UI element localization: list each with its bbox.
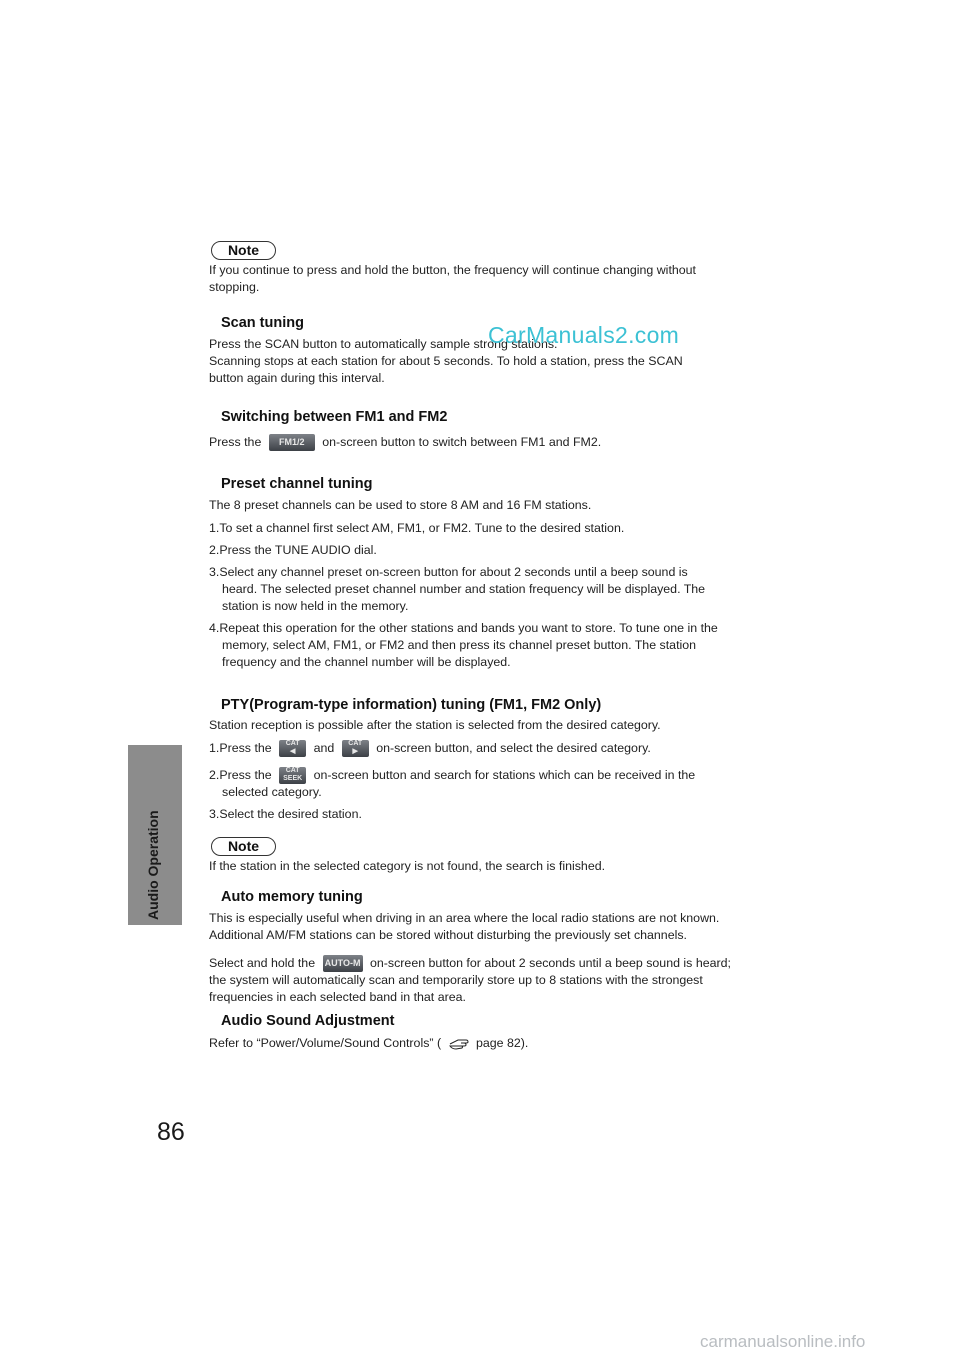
note-badge: Note (211, 837, 276, 856)
cat-right-button-icon: CAT ▶ (342, 740, 369, 757)
page-number: 86 (157, 1118, 185, 1146)
fm-switch-button-icon: FM1/2 (269, 434, 315, 451)
preset-intro: The 8 preset channels can be used to store 8 AM and 16 FM stations. (209, 498, 592, 512)
sound-text: Refer to “Power/Volume/Sound Controls” ( page 82). (209, 1036, 529, 1050)
pty-step-2: 2.Press the CAT SEEK on-screen button and search for stations which can be received in the selected category. (209, 767, 696, 800)
switch-text: Press the FM1/2 on-screen button to switch between FM1 and FM2. (209, 434, 601, 451)
note-text: If you continue to press and hold the button, the frequency will continue changing without stopping. (209, 263, 696, 294)
heading-sound-adjustment: Audio Sound Adjustment (221, 1013, 395, 1029)
heading-switch-fm: Switching between FM1 and FM2 (221, 409, 448, 425)
auto-memory-button-icon: AUTO-M (323, 955, 363, 972)
preset-step-4: 4.Repeat this operation for the other stations and bands you want to store. To tune one in the memory, select AM, FM1, or FM2 and then press its channel preset button. The station frequency and the channel number will be displayed. (209, 621, 718, 669)
heading-pty-tuning: PTY(Program-type information) tuning (FM1, FM2 Only) (221, 697, 602, 713)
watermark: CarManuals2.com (488, 322, 680, 348)
footer-watermark: carmanualsonline.info (700, 1332, 866, 1351)
section-label: Audio Operation (145, 810, 161, 920)
hand-pointer-icon (449, 1037, 469, 1050)
preset-step-2: 2.Press the TUNE AUDIO dial. (209, 543, 377, 557)
pty-step-3: 3.Select the desired station. (209, 807, 362, 821)
heading-scan-tuning: Scan tuning (221, 315, 304, 331)
note-badge: Note (211, 241, 276, 260)
scan-text: Press the SCAN button to automatically sample strong stations. Scanning stops at each station for about 5 seconds. To hold a station, press the SCAN button again during this interval. (209, 337, 683, 385)
auto-instructions: Select and hold the AUTO-M on-screen button for about 2 seconds until a beep sound is heard; the system will automatically scan and temporarily store up to 8 stations with the strongest frequencies in each selected band in that area. (209, 956, 731, 1005)
note-text: If the station in the selected category is not found, the search is finished. (209, 859, 606, 873)
heading-auto-memory: Auto memory tuning (221, 889, 363, 905)
cat-seek-button-icon: CAT SEEK (279, 767, 306, 784)
pty-step-1: 1.Press the CAT ◀ and CAT ▶ on-screen button, and select the desired category. (209, 740, 651, 756)
cat-left-button-icon: CAT ◀ (279, 740, 306, 757)
auto-intro: This is especially useful when driving in an area where the local radio stations are not known. Additional AM/FM stations can be stored without disturbing the previously set channels. (209, 911, 720, 942)
heading-preset-tuning: Preset channel tuning (221, 476, 373, 492)
preset-step-3: 3.Select any channel preset on-screen button for about 2 seconds until a beep sound is heard. The selected preset channel number and station frequency will be displayed. The station is now held in the memory. (209, 565, 706, 613)
pty-intro: Station reception is possible after the station is selected from the desired category. (209, 718, 661, 732)
preset-step-1: 1.To set a channel first select AM, FM1, or FM2. Tune to the desired station. (209, 521, 625, 535)
